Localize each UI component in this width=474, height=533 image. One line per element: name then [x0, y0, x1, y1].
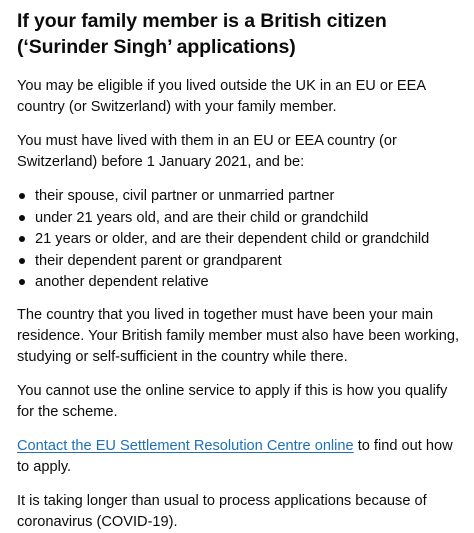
list-item: [35, 186, 464, 207]
relationship-list: [17, 186, 464, 293]
bullet-icon: [19, 193, 25, 199]
section-heading: If your family member is a British citizen (‘Surinder Singh’ applications): [17, 10, 387, 58]
delay-paragraph: It is taking longer than usual to process applications because of coronavirus (COVID-19).: [17, 493, 427, 530]
bullet-icon: [19, 279, 25, 285]
bullet-icon: [19, 236, 25, 242]
list-item: [35, 251, 464, 272]
contact-paragraph: [17, 436, 464, 478]
list-item-text: 21 years or older, and are their dependent child or grandchild: [35, 231, 430, 247]
bullet-icon: [19, 215, 25, 221]
list-item-text: their dependent parent or grandparent: [35, 252, 282, 269]
list-item: [35, 208, 464, 229]
eligibility-paragraph: You may be eligible if you lived outside the UK in an EU or EEA country (or Switzerland) with your family member.: [17, 78, 426, 115]
list-item-text: their spouse, civil partner or unmarried partner: [35, 188, 335, 204]
residence-paragraph: The country that you lived in together must have been your main residence. Your British family member must also have been working, studying or self-sufficient in the country while there.: [17, 307, 460, 365]
contact-resolution-centre-link[interactable]: Contact the EU Settlement Resolution Centre online: [17, 438, 354, 454]
list-item: [35, 229, 464, 250]
list-item: [35, 272, 464, 293]
list-item-text: another dependent relative: [35, 274, 209, 290]
lived-with-paragraph: You must have lived with them in an EU or EEA country (or Switzerland) before 1 January 2021, and be:: [17, 133, 397, 170]
online-service-paragraph: You cannot use the online service to apply if this is how you qualify for the scheme.: [17, 383, 448, 420]
contact-suffix-text: to find out how to apply.: [17, 438, 453, 475]
bullet-icon: [19, 258, 25, 264]
list-item-text: under 21 years old, and are their child or grandchild: [35, 209, 369, 226]
